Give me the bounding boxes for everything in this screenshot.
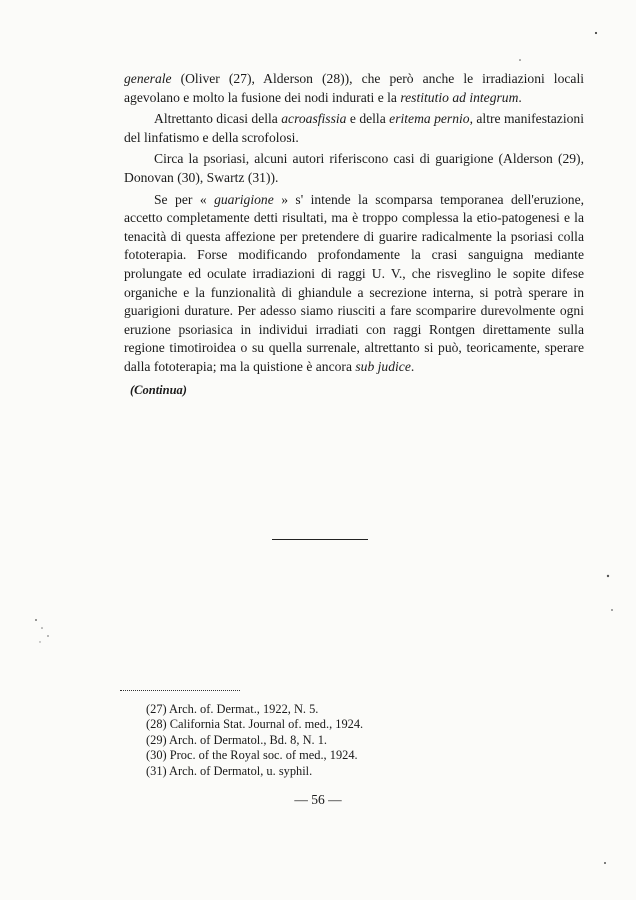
italic-text: restitutio ad integrum [400, 89, 519, 105]
speck [41, 627, 43, 629]
footnote: (30) Proc. of the Royal soc. of med., 1924. [146, 748, 358, 763]
speck [607, 575, 609, 577]
italic-text: eritema pernio [389, 111, 470, 127]
speck [611, 609, 613, 611]
text-run: . [518, 89, 522, 105]
speck [35, 619, 37, 621]
footnote: (27) Arch. of. Dermat., 1922, N. 5. [146, 702, 319, 716]
text-run: » s' intende la scomparsa temporanea dell'eruzione, accetto completamente detti risultati, ma è troppo complessa la etio-patogenesi e la tenacità di questa affezione per pretendere di guarire radicalmente la psoriasi colla fototerapia. Forse modificando profondamente la crasi sanguigna mediante prolungate ed oculate irradiazioni di raggi U. V., che risveglino le sopite difese organiche e la funzionalità di ghiandule a secrezione interna, si potrà sperare in guarigioni durature. Per adesso siamo riusciti a fare scomparire durevolmente ogni eruzione psoriasica in individui irradiati con raggi Rontgen direttamente sulla regione timotiroidea o su quella surrenale, altrettanto si può, teoricamente, sperare dalla fototerapia; ma la quistione è ancora [124, 191, 584, 374]
text-run: Se per « [154, 191, 215, 207]
text-run: e della [346, 111, 390, 127]
speck [604, 862, 606, 864]
italic-text: sub judice [355, 358, 411, 374]
continua-label: (Continua) [130, 382, 187, 397]
text-run: , altre manifestazioni del linfatismo e della scrofolosi. [124, 111, 584, 145]
italic-text: acroasfissia [281, 111, 347, 127]
speck [595, 32, 597, 34]
text-run: Altrettanto dicasi della [154, 111, 282, 127]
footnote: (28) California Stat. Journal of. med., 1924. [146, 717, 364, 732]
footnote: (29) Arch. of Dermatol., Bd. 8, N. 1. [146, 732, 328, 747]
text-run: (Oliver (27), Alderson (28)), che però anche le irradiazioni locali agevolano e molto la fusione dei nodi indurati e la [124, 71, 584, 105]
italic-text: guarigione [214, 191, 274, 207]
page-number: — 56 — [294, 792, 342, 807]
speck [39, 641, 40, 642]
speck [519, 59, 521, 61]
speck [47, 635, 49, 637]
italic-text: generale [124, 71, 172, 86]
footnote: (31) Arch. of Dermatol, u. syphil. [146, 763, 313, 778]
text-run: Circa la psoriasi, alcuni autori riferiscono casi di guarigione (Alderson (29), Donovan (30), Swartz (31)). [124, 151, 584, 185]
text-run: . [410, 358, 415, 374]
